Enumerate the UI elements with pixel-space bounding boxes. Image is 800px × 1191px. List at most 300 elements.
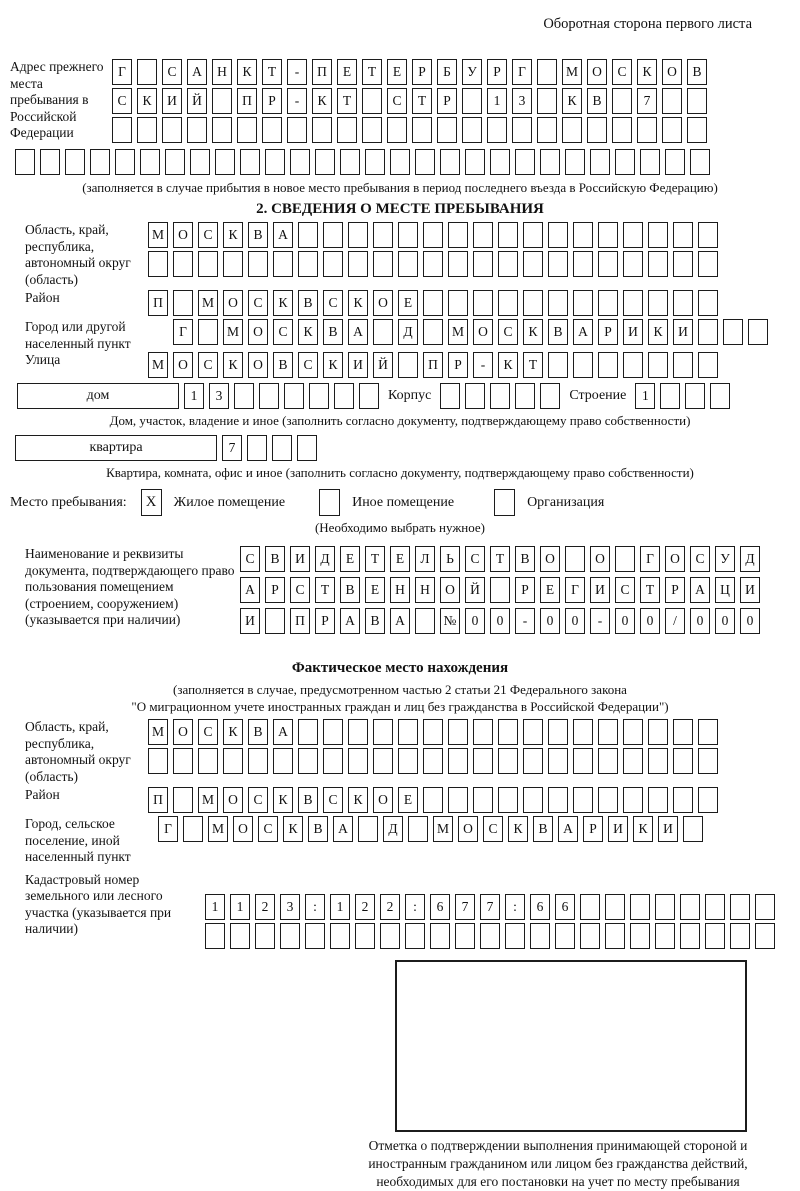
char-box[interactable] (173, 251, 193, 277)
char-box[interactable] (230, 923, 250, 949)
char-box[interactable] (223, 748, 243, 774)
char-box[interactable] (365, 149, 385, 175)
char-box[interactable]: В (273, 352, 293, 378)
char-box[interactable] (297, 435, 317, 461)
char-box[interactable] (373, 748, 393, 774)
char-box[interactable] (605, 894, 625, 920)
char-box[interactable] (480, 923, 500, 949)
char-box[interactable] (730, 923, 750, 949)
char-box[interactable] (523, 748, 543, 774)
char-box[interactable]: А (573, 319, 593, 345)
char-box[interactable]: - (287, 59, 307, 85)
char-box[interactable] (673, 251, 693, 277)
char-box[interactable] (512, 117, 532, 143)
char-box[interactable] (309, 383, 329, 409)
char-box[interactable] (498, 251, 518, 277)
char-box[interactable] (40, 149, 60, 175)
char-box[interactable]: В (365, 608, 385, 634)
char-box[interactable]: Т (362, 59, 382, 85)
char-box[interactable] (648, 222, 668, 248)
char-box[interactable] (623, 352, 643, 378)
char-box[interactable] (462, 88, 482, 114)
char-box[interactable]: 2 (255, 894, 275, 920)
char-box[interactable] (580, 894, 600, 920)
char-box[interactable] (398, 719, 418, 745)
char-box[interactable] (648, 251, 668, 277)
char-box[interactable]: Т (640, 577, 660, 603)
char-box[interactable] (337, 117, 357, 143)
char-box[interactable] (490, 383, 510, 409)
char-box[interactable]: К (298, 319, 318, 345)
char-box[interactable]: О (173, 719, 193, 745)
char-box[interactable] (265, 149, 285, 175)
char-box[interactable]: С (323, 787, 343, 813)
char-box[interactable]: В (687, 59, 707, 85)
char-box[interactable] (248, 748, 268, 774)
char-box[interactable]: 6 (430, 894, 450, 920)
char-box[interactable]: К (498, 352, 518, 378)
char-box[interactable]: Р (262, 88, 282, 114)
char-box[interactable] (348, 222, 368, 248)
char-box[interactable]: С (198, 719, 218, 745)
char-box[interactable]: В (515, 546, 535, 572)
char-box[interactable]: Д (740, 546, 760, 572)
char-box[interactable] (173, 290, 193, 316)
char-box[interactable] (698, 319, 718, 345)
char-box[interactable]: В (248, 719, 268, 745)
char-box[interactable]: Г (640, 546, 660, 572)
char-box[interactable] (598, 719, 618, 745)
char-box[interactable] (448, 251, 468, 277)
char-box[interactable] (523, 787, 543, 813)
char-box[interactable]: : (505, 894, 525, 920)
char-box[interactable]: И (240, 608, 260, 634)
char-box[interactable]: П (237, 88, 257, 114)
char-box[interactable] (272, 435, 292, 461)
char-box[interactable]: У (715, 546, 735, 572)
char-box[interactable]: К (562, 88, 582, 114)
char-box[interactable]: О (223, 787, 243, 813)
char-box[interactable] (190, 149, 210, 175)
char-box[interactable] (612, 117, 632, 143)
char-box[interactable] (423, 222, 443, 248)
char-box[interactable] (298, 222, 318, 248)
char-box[interactable] (698, 251, 718, 277)
char-box[interactable] (565, 546, 585, 572)
char-box[interactable] (162, 117, 182, 143)
char-box[interactable] (630, 923, 650, 949)
char-box[interactable] (723, 319, 743, 345)
char-box[interactable]: К (137, 88, 157, 114)
char-box[interactable] (362, 117, 382, 143)
char-box[interactable]: Р (315, 608, 335, 634)
char-box[interactable]: С (290, 577, 310, 603)
char-box[interactable] (405, 923, 425, 949)
char-box[interactable] (398, 251, 418, 277)
char-box[interactable]: 0 (615, 608, 635, 634)
char-box[interactable] (540, 383, 560, 409)
char-box[interactable]: С (198, 222, 218, 248)
char-box[interactable] (498, 290, 518, 316)
char-box[interactable]: У (462, 59, 482, 85)
char-box[interactable] (205, 923, 225, 949)
char-box[interactable] (148, 251, 168, 277)
char-box[interactable]: 1 (635, 383, 655, 409)
char-box[interactable] (462, 117, 482, 143)
char-box[interactable] (573, 251, 593, 277)
char-box[interactable]: - (287, 88, 307, 114)
char-box[interactable]: Г (173, 319, 193, 345)
char-box[interactable] (430, 923, 450, 949)
char-box[interactable]: В (298, 787, 318, 813)
char-box[interactable] (198, 748, 218, 774)
char-box[interactable]: К (323, 352, 343, 378)
char-box[interactable] (187, 117, 207, 143)
char-box[interactable]: 0 (540, 608, 560, 634)
char-box[interactable]: А (240, 577, 260, 603)
char-box[interactable]: Б (437, 59, 457, 85)
char-box[interactable]: Е (398, 787, 418, 813)
char-box[interactable] (398, 352, 418, 378)
char-box[interactable] (423, 319, 443, 345)
char-box[interactable] (573, 352, 593, 378)
char-box[interactable]: К (312, 88, 332, 114)
char-box[interactable] (648, 352, 668, 378)
char-box[interactable]: С (240, 546, 260, 572)
char-box[interactable] (698, 290, 718, 316)
char-box[interactable]: 1 (330, 894, 350, 920)
char-box[interactable] (490, 149, 510, 175)
char-box[interactable] (398, 748, 418, 774)
char-box[interactable]: Н (415, 577, 435, 603)
char-box[interactable]: А (348, 319, 368, 345)
char-box[interactable]: В (533, 816, 553, 842)
char-box[interactable] (548, 251, 568, 277)
char-box[interactable]: : (305, 894, 325, 920)
char-box[interactable]: Т (365, 546, 385, 572)
char-box[interactable]: О (373, 290, 393, 316)
char-box[interactable] (334, 383, 354, 409)
char-box[interactable]: / (665, 608, 685, 634)
char-box[interactable] (637, 117, 657, 143)
char-box[interactable]: О (590, 546, 610, 572)
char-box[interactable] (315, 149, 335, 175)
char-box[interactable]: Т (315, 577, 335, 603)
char-box[interactable] (573, 719, 593, 745)
char-box[interactable] (165, 149, 185, 175)
char-box[interactable] (648, 719, 668, 745)
char-box[interactable] (730, 894, 750, 920)
char-box[interactable] (148, 748, 168, 774)
char-box[interactable]: С (248, 290, 268, 316)
char-box[interactable]: О (662, 59, 682, 85)
char-box[interactable]: С (198, 352, 218, 378)
char-box[interactable]: 1 (230, 894, 250, 920)
char-box[interactable]: О (223, 290, 243, 316)
char-box[interactable] (473, 251, 493, 277)
char-box[interactable] (540, 149, 560, 175)
char-box[interactable] (698, 719, 718, 745)
char-box[interactable] (698, 748, 718, 774)
char-box[interactable] (698, 352, 718, 378)
char-box[interactable] (562, 117, 582, 143)
char-box[interactable]: 1 (184, 383, 204, 409)
char-box[interactable]: Е (365, 577, 385, 603)
char-box[interactable] (140, 149, 160, 175)
char-box[interactable]: А (187, 59, 207, 85)
char-box[interactable] (359, 383, 379, 409)
char-box[interactable]: К (508, 816, 528, 842)
char-box[interactable] (498, 719, 518, 745)
char-box[interactable]: К (273, 290, 293, 316)
char-box[interactable] (623, 787, 643, 813)
char-box[interactable] (748, 319, 768, 345)
char-box[interactable] (340, 149, 360, 175)
char-box[interactable] (112, 117, 132, 143)
char-box[interactable]: Р (665, 577, 685, 603)
char-box[interactable] (65, 149, 85, 175)
char-box[interactable] (415, 149, 435, 175)
char-box[interactable]: И (623, 319, 643, 345)
char-box[interactable] (358, 816, 378, 842)
char-box[interactable]: Д (398, 319, 418, 345)
char-box[interactable]: Е (540, 577, 560, 603)
char-box[interactable]: Ц (715, 577, 735, 603)
char-box[interactable] (255, 923, 275, 949)
char-box[interactable] (348, 719, 368, 745)
char-box[interactable] (423, 290, 443, 316)
char-box[interactable]: 7 (222, 435, 242, 461)
char-box[interactable] (465, 383, 485, 409)
char-box[interactable] (473, 719, 493, 745)
char-box[interactable] (665, 149, 685, 175)
char-box[interactable] (680, 894, 700, 920)
char-box[interactable] (490, 577, 510, 603)
char-box[interactable] (662, 88, 682, 114)
char-box[interactable]: М (562, 59, 582, 85)
char-box[interactable]: С (273, 319, 293, 345)
char-box[interactable]: С (615, 577, 635, 603)
char-box[interactable]: С (465, 546, 485, 572)
char-box[interactable] (198, 319, 218, 345)
char-box[interactable] (448, 748, 468, 774)
char-box[interactable]: Г (565, 577, 585, 603)
char-box[interactable]: Е (337, 59, 357, 85)
char-box[interactable]: Р (583, 816, 603, 842)
char-box[interactable] (247, 435, 267, 461)
char-box[interactable] (265, 608, 285, 634)
char-box[interactable]: С (323, 290, 343, 316)
char-box[interactable] (687, 88, 707, 114)
char-box[interactable] (373, 719, 393, 745)
char-box[interactable] (473, 290, 493, 316)
char-box[interactable] (548, 290, 568, 316)
char-box[interactable] (573, 787, 593, 813)
char-box[interactable]: - (515, 608, 535, 634)
char-box[interactable] (312, 117, 332, 143)
char-box[interactable]: Т (523, 352, 543, 378)
char-box[interactable]: С (248, 787, 268, 813)
char-box[interactable] (498, 748, 518, 774)
char-box[interactable]: И (740, 577, 760, 603)
char-box[interactable] (523, 222, 543, 248)
char-box[interactable] (705, 923, 725, 949)
char-box[interactable] (173, 748, 193, 774)
char-box[interactable]: Р (265, 577, 285, 603)
char-box[interactable]: Г (512, 59, 532, 85)
char-box[interactable]: К (273, 787, 293, 813)
char-box[interactable]: С (387, 88, 407, 114)
char-box[interactable] (298, 251, 318, 277)
char-box[interactable] (662, 117, 682, 143)
char-box[interactable]: И (673, 319, 693, 345)
residential-checkbox[interactable]: X (141, 489, 162, 516)
char-box[interactable]: 3 (512, 88, 532, 114)
char-box[interactable] (290, 149, 310, 175)
char-box[interactable] (515, 149, 535, 175)
char-box[interactable] (537, 88, 557, 114)
char-box[interactable]: И (658, 816, 678, 842)
char-box[interactable]: М (433, 816, 453, 842)
char-box[interactable]: А (273, 222, 293, 248)
char-box[interactable]: - (590, 608, 610, 634)
char-box[interactable]: С (162, 59, 182, 85)
char-box[interactable]: 2 (355, 894, 375, 920)
char-box[interactable]: О (373, 787, 393, 813)
char-box[interactable] (598, 748, 618, 774)
char-box[interactable]: С (258, 816, 278, 842)
char-box[interactable]: В (265, 546, 285, 572)
char-box[interactable] (698, 787, 718, 813)
char-box[interactable]: № (440, 608, 460, 634)
char-box[interactable]: 6 (530, 894, 550, 920)
char-box[interactable]: М (198, 290, 218, 316)
char-box[interactable]: А (390, 608, 410, 634)
char-box[interactable] (262, 117, 282, 143)
char-box[interactable] (448, 222, 468, 248)
char-box[interactable] (373, 251, 393, 277)
char-box[interactable] (755, 923, 775, 949)
char-box[interactable] (215, 149, 235, 175)
char-box[interactable] (223, 251, 243, 277)
char-box[interactable]: Р (598, 319, 618, 345)
char-box[interactable]: Т (262, 59, 282, 85)
char-box[interactable]: О (173, 222, 193, 248)
char-box[interactable]: 0 (490, 608, 510, 634)
char-box[interactable]: В (308, 816, 328, 842)
char-box[interactable] (673, 222, 693, 248)
char-box[interactable]: И (348, 352, 368, 378)
char-box[interactable]: О (248, 319, 268, 345)
char-box[interactable] (323, 222, 343, 248)
char-box[interactable]: А (340, 608, 360, 634)
char-box[interactable] (362, 88, 382, 114)
char-box[interactable] (680, 923, 700, 949)
char-box[interactable]: О (248, 352, 268, 378)
char-box[interactable] (323, 719, 343, 745)
char-box[interactable] (298, 719, 318, 745)
char-box[interactable]: 3 (209, 383, 229, 409)
char-box[interactable]: 6 (555, 894, 575, 920)
char-box[interactable]: П (148, 290, 168, 316)
char-box[interactable]: П (148, 787, 168, 813)
char-box[interactable]: Й (187, 88, 207, 114)
char-box[interactable]: 2 (380, 894, 400, 920)
char-box[interactable]: М (223, 319, 243, 345)
other-premises-checkbox[interactable] (319, 489, 340, 516)
char-box[interactable] (380, 923, 400, 949)
char-box[interactable]: В (248, 222, 268, 248)
char-box[interactable] (348, 748, 368, 774)
char-box[interactable] (605, 923, 625, 949)
char-box[interactable]: 0 (715, 608, 735, 634)
char-box[interactable]: К (237, 59, 257, 85)
char-box[interactable] (673, 787, 693, 813)
char-box[interactable]: Е (390, 546, 410, 572)
char-box[interactable] (234, 383, 254, 409)
char-box[interactable] (273, 251, 293, 277)
char-box[interactable]: 0 (690, 608, 710, 634)
char-box[interactable] (673, 719, 693, 745)
char-box[interactable]: Г (112, 59, 132, 85)
char-box[interactable]: Р (515, 577, 535, 603)
char-box[interactable] (448, 719, 468, 745)
char-box[interactable]: А (273, 719, 293, 745)
char-box[interactable]: О (233, 816, 253, 842)
char-box[interactable] (448, 290, 468, 316)
char-box[interactable] (280, 923, 300, 949)
char-box[interactable] (330, 923, 350, 949)
char-box[interactable]: Р (448, 352, 468, 378)
char-box[interactable]: К (223, 222, 243, 248)
char-box[interactable] (212, 117, 232, 143)
char-box[interactable]: Е (387, 59, 407, 85)
char-box[interactable] (673, 290, 693, 316)
char-box[interactable] (655, 923, 675, 949)
char-box[interactable] (690, 149, 710, 175)
char-box[interactable]: 3 (280, 894, 300, 920)
char-box[interactable]: 7 (480, 894, 500, 920)
char-box[interactable] (705, 894, 725, 920)
char-box[interactable] (537, 117, 557, 143)
char-box[interactable]: 7 (455, 894, 475, 920)
char-box[interactable]: С (498, 319, 518, 345)
char-box[interactable] (498, 787, 518, 813)
char-box[interactable]: Р (487, 59, 507, 85)
char-box[interactable] (287, 117, 307, 143)
char-box[interactable]: К (223, 719, 243, 745)
char-box[interactable] (548, 787, 568, 813)
char-box[interactable] (15, 149, 35, 175)
char-box[interactable]: К (523, 319, 543, 345)
char-box[interactable]: О (440, 577, 460, 603)
char-box[interactable]: В (548, 319, 568, 345)
char-box[interactable] (555, 923, 575, 949)
char-box[interactable]: А (558, 816, 578, 842)
char-box[interactable]: Н (390, 577, 410, 603)
char-box[interactable] (648, 748, 668, 774)
char-box[interactable] (623, 222, 643, 248)
char-box[interactable] (259, 383, 279, 409)
char-box[interactable] (630, 894, 650, 920)
char-box[interactable]: - (473, 352, 493, 378)
char-box[interactable] (548, 222, 568, 248)
char-box[interactable]: В (587, 88, 607, 114)
char-box[interactable]: С (112, 88, 132, 114)
char-box[interactable] (423, 251, 443, 277)
char-box[interactable] (323, 251, 343, 277)
char-box[interactable]: : (405, 894, 425, 920)
